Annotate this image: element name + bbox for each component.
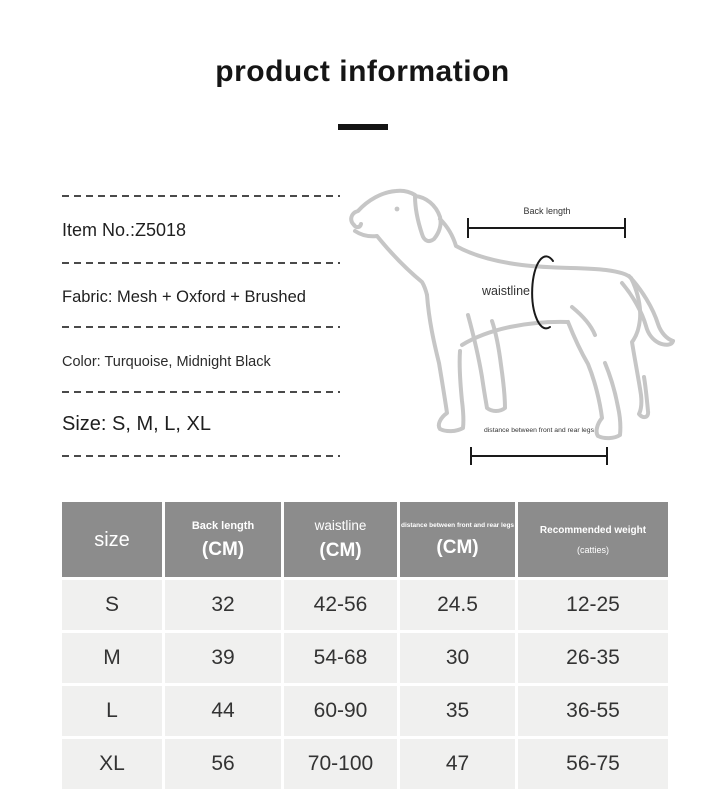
header-leg-distance-label: distance between front and rear legs xyxy=(400,522,515,530)
size-table xyxy=(62,502,668,789)
dog-measurement-diagram xyxy=(340,175,720,485)
back-length-measure xyxy=(468,206,625,238)
cell-back-m: 39 xyxy=(165,633,281,683)
dashed-divider xyxy=(62,391,340,393)
cell-weight-m: 26-35 xyxy=(518,633,668,683)
cell-weight-s: 12-25 xyxy=(518,580,668,630)
cell-back-l: 44 xyxy=(165,686,281,736)
dog-eye xyxy=(395,207,400,212)
cell-waist-xl: 70-100 xyxy=(284,739,397,789)
item-number-text: Item No.:Z5018 xyxy=(62,220,187,240)
dashed-divider xyxy=(62,326,340,328)
cell-size-m: M xyxy=(62,633,162,683)
header-weight-unit: (catties) xyxy=(576,544,609,555)
table-header-size xyxy=(62,502,162,577)
cell-size-s: S xyxy=(62,580,162,630)
cell-distance-m: 30 xyxy=(400,633,515,683)
cell-size-l: L xyxy=(62,686,162,736)
cell-weight-xl: 56-75 xyxy=(518,739,668,789)
page-title: product information xyxy=(215,55,510,88)
cell-weight-l: 36-55 xyxy=(518,686,668,736)
table-header-weight xyxy=(518,502,668,577)
waistline-label: waistline xyxy=(482,284,530,298)
dashed-divider xyxy=(62,455,340,457)
cell-waist-m: 54-68 xyxy=(284,633,397,683)
header-weight-label: Recommended weight xyxy=(539,524,647,536)
color-text: Color: Turquoise, Midnight Black xyxy=(62,354,271,370)
cell-waist-l: 60-90 xyxy=(284,686,397,736)
leg-distance-measure xyxy=(471,427,607,465)
header-waistline-label: waistline xyxy=(314,517,367,533)
leg-distance-label: distance between front and rear legs xyxy=(484,427,594,434)
header-size-label: size xyxy=(94,528,130,551)
header-waistline-unit: (CM) xyxy=(319,540,362,562)
cell-distance-xl: 47 xyxy=(400,739,515,789)
cell-size-xl: XL xyxy=(62,739,162,789)
cell-distance-l: 35 xyxy=(400,686,515,736)
size-text: Size: S, M, L, XL xyxy=(62,413,211,435)
header-leg-distance-unit: (CM) xyxy=(436,536,479,558)
cell-distance-s: 24.5 xyxy=(400,580,515,630)
header-back-length-label: Back length xyxy=(191,519,255,532)
dashed-divider xyxy=(62,195,340,197)
cell-back-s: 32 xyxy=(165,580,281,630)
cell-waist-s: 42-56 xyxy=(284,580,397,630)
table-header-waistline xyxy=(284,502,397,577)
header-back-length-unit: (CM) xyxy=(201,539,245,561)
back-length-label: Back length xyxy=(523,206,571,216)
fabric-text: Fabric: Mesh + Oxford + Brushed xyxy=(62,288,306,306)
table-header-back-length xyxy=(165,502,281,577)
title-underline xyxy=(338,124,388,130)
table-header-leg-distance xyxy=(400,502,515,577)
cell-back-xl: 56 xyxy=(165,739,281,789)
dashed-divider xyxy=(62,262,340,264)
